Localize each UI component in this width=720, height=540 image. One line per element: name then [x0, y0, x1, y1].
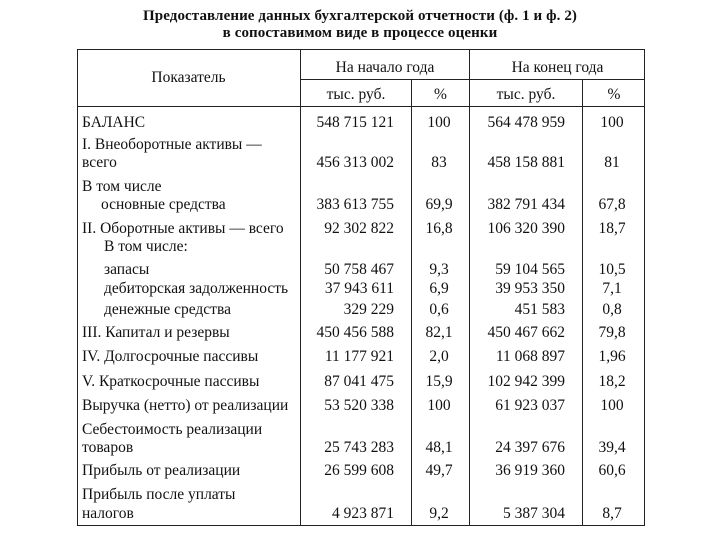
value-end: 59 104 565	[495, 261, 565, 278]
value-end: 451 583	[514, 301, 565, 318]
percent-end: 18,2	[598, 373, 626, 390]
value-start: 11 177 921	[324, 348, 394, 365]
value-end: 36 919 360	[495, 462, 565, 479]
column-divider	[469, 49, 470, 526]
row-label: запасы	[104, 261, 150, 278]
value-start: 87 041 475	[324, 373, 394, 390]
percent-start: 82,1	[425, 324, 453, 341]
header-start-of-year: На начало года	[335, 59, 435, 76]
value-end: 11 068 897	[495, 348, 565, 365]
percent-end: 1,96	[598, 348, 626, 365]
percent-end: 10,5	[598, 261, 626, 278]
value-start: 37 943 611	[324, 280, 394, 297]
value-start: 456 313 002	[316, 154, 394, 171]
value-end: 5 387 304	[503, 505, 565, 522]
value-start: 53 520 338	[324, 397, 394, 414]
row-label: V. Краткосрочные пассивы	[82, 373, 260, 390]
value-end: 450 467 662	[487, 324, 565, 341]
percent-start: 69,9	[425, 196, 453, 213]
value-start: 4 923 871	[332, 505, 394, 522]
header-units-end: тыс. руб.	[496, 86, 556, 103]
row-label: Выручка (нетто) от реализации	[82, 397, 289, 414]
row-label: I. Внеоборотные активы —	[82, 136, 262, 153]
percent-start: 2,0	[429, 348, 449, 365]
header-percent-start: %	[434, 86, 447, 103]
percent-end: 100	[600, 397, 624, 414]
value-start: 25 743 283	[324, 439, 394, 456]
column-divider	[300, 49, 301, 526]
header-units-start: тыс. руб.	[326, 86, 386, 103]
percent-start: 48,1	[425, 439, 453, 456]
value-start: 50 758 467	[324, 261, 394, 278]
value-end: 106 320 390	[487, 220, 565, 237]
row-label: денежные средства	[104, 301, 231, 318]
percent-end: 81	[604, 154, 620, 171]
percent-end: 60,6	[598, 462, 626, 479]
percent-start: 6,9	[429, 280, 449, 297]
row-label: Прибыль после уплаты	[82, 486, 236, 503]
percent-start: 0,6	[429, 301, 449, 318]
percent-end: 79,8	[598, 324, 626, 341]
percent-end: 0,8	[602, 301, 622, 318]
percent-start: 9,3	[429, 261, 449, 278]
percent-end: 7,1	[602, 280, 622, 297]
percent-start: 100	[427, 114, 451, 131]
value-end: 382 791 434	[487, 196, 565, 213]
row-label-continued: основные средства	[101, 196, 226, 213]
value-end: 458 158 881	[487, 154, 565, 171]
percent-start: 9,2	[429, 505, 449, 522]
percent-end: 100	[600, 114, 624, 131]
percent-end: 39,4	[598, 439, 626, 456]
value-end: 39 953 350	[495, 280, 565, 297]
value-start: 329 229	[343, 301, 394, 318]
value-start: 450 456 588	[316, 324, 394, 341]
row-label: БАЛАНС	[82, 114, 146, 131]
percent-start: 15,9	[425, 373, 453, 390]
row-label-continued: налогов	[82, 505, 134, 522]
value-start: 383 613 755	[316, 196, 394, 213]
document-title-line-1: Предоставление данных бухгалтерской отчетности (ф. 1 и ф. 2)	[142, 8, 578, 24]
value-end: 61 923 037	[495, 397, 565, 414]
row-label: Себестоимость реализации	[82, 421, 263, 438]
value-start: 548 715 121	[316, 114, 394, 131]
percent-start: 83	[431, 154, 447, 171]
header-divider	[77, 106, 645, 107]
percent-end: 8,7	[602, 505, 622, 522]
row-label: III. Капитал и резервы	[82, 324, 230, 341]
row-label: Прибыль от реализации	[82, 462, 241, 479]
percent-start: 49,7	[425, 462, 453, 479]
row-label: IV. Долгосрочные пассивы	[82, 348, 259, 365]
percent-end: 67,8	[598, 196, 626, 213]
header-sub-divider	[300, 79, 645, 80]
value-start: 92 302 822	[324, 220, 394, 237]
header-end-of-year: На конец года	[511, 59, 604, 76]
percent-end: 18,7	[598, 220, 626, 237]
row-label: В том числе	[82, 178, 162, 195]
header-percent-end: %	[607, 86, 621, 103]
percent-start: 16,8	[425, 220, 453, 237]
header-indicator: Показатель	[151, 69, 226, 86]
value-end: 564 478 959	[487, 114, 565, 131]
percent-start: 100	[427, 397, 451, 414]
row-label: II. Оборотные активы — всего	[82, 220, 284, 237]
row-subheading: В том числе:	[104, 238, 188, 255]
row-label-continued: товаров	[82, 439, 134, 456]
row-label-continued: всего	[82, 154, 117, 171]
value-end: 24 397 676	[495, 439, 565, 456]
row-label: дебиторская задолженность	[104, 280, 289, 297]
document-title-line-2: в сопоставимом виде в процессе оценки	[222, 25, 498, 41]
value-end: 102 942 399	[487, 373, 565, 390]
value-start: 26 599 608	[324, 462, 394, 479]
